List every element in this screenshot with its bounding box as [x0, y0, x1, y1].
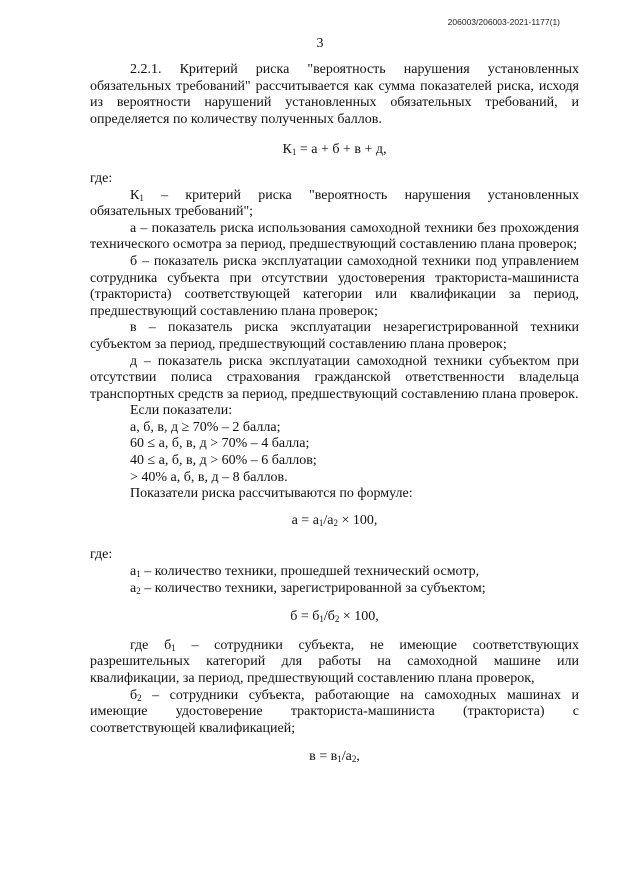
threshold-line: а, б, в, д ≥ 70% – 2 балла; [130, 419, 281, 435]
definition-k1 [90, 188, 579, 221]
formula-part: а = а [291, 512, 319, 528]
subscript: 1 [171, 642, 176, 653]
symbol: б [130, 687, 138, 703]
definition-a: а – показатель риска использования самоходной техники без прохождения технического осмотра за период, предшествующий составлению плана проверок; [90, 220, 579, 253]
definition-text: – сотрудники субъекта, работающие на самоходных машинах и имеющие удостоверение тракториста-машиниста (тракториста) с соответствующей квалификацией; [90, 687, 579, 736]
page-number: 3 [316, 36, 324, 51]
definition-v: в – показатель риска эксплуатации незарегистрированной техники субъектом за период, предшествующий составлению плана проверок; [90, 320, 579, 352]
definition-d: д – показатель риска эксплуатации самоходной техники субъектом при отсутствии полиса страхования гражданской ответственности владельца транспортных средств за период, предшествующий составлению плана проверок. [90, 353, 579, 402]
definition-text: – количество техники, зарегистрированной за субъектом; [140, 580, 486, 596]
where-label: где: [90, 170, 113, 186]
formula-a [90, 513, 579, 530]
symbol: а [130, 580, 137, 596]
definition-a2 [90, 581, 579, 598]
threshold-line: 40 ≤ а, б, в, д > 60% – 6 баллов; [130, 453, 317, 469]
definition-text: – сотрудники субъекта, не имеющие соответствующих разрешительных категорий для работы на самоходной машине или квалификации, за период, предшествующий составлению плана проверок, [90, 637, 579, 686]
definition-text: – количество техники, прошедшей технический осмотр, [140, 564, 480, 580]
intro-paragraph: 2.2.1. Критерий риска "вероятность нарушения установленных обязательных требований" рассчитывается как сумма показателей риска, исходя из вероятности нарушений установленных обязательных требований, и определяется по количеству полученных баллов. [90, 62, 579, 127]
formula-k1 [90, 142, 579, 159]
formula-v [90, 749, 579, 766]
subscript: 2 [136, 585, 141, 596]
calc-intro: Показатели риска рассчитываются по формуле: [130, 486, 413, 502]
formula-part: /а [323, 512, 334, 528]
formula-subscript: 1 [291, 147, 297, 158]
definition-b1 [90, 638, 579, 688]
where-label: где: [90, 547, 113, 563]
subscript: 1 [136, 569, 141, 580]
formula-subscript: 1 [337, 754, 342, 765]
document-body [90, 62, 579, 766]
formula-subscript: 1 [318, 517, 324, 528]
formula-symbol: К [282, 142, 292, 158]
symbol: К [130, 187, 140, 203]
formula-part: б = б [290, 609, 320, 625]
document-id: 206003/206003-2021-1177(1) [447, 17, 560, 27]
definition-b: б – показатель риска эксплуатации самоходной техники под управлением сотрудника субъекта при отсутствии удостоверения тракториста-машиниста (тракториста) соответствующей категории или квалификации за период, предшествующий составлению плана проверок; [90, 253, 579, 319]
subscript: 2 [137, 692, 142, 703]
formula-subscript: 1 [319, 614, 324, 625]
formula-part: /б [323, 609, 335, 625]
formula-part: × 100, [338, 512, 378, 528]
subscript: 1 [139, 192, 144, 203]
threshold-line: 60 ≤ а, б, в, д > 70% – 4 балла; [130, 436, 310, 452]
formula-subscript: 2 [351, 754, 357, 765]
formula-b [90, 609, 579, 626]
if-indicators-label: Если показатели: [130, 403, 233, 419]
definition-a1 [90, 564, 579, 581]
formula-part: × 100, [339, 609, 379, 625]
formula-rhs: = а + б + в + д, [296, 142, 387, 158]
definition-text: – критерий риска "вероятность нарушения установленных обязательных требований"; [90, 187, 579, 220]
formula-subscript: 2 [333, 517, 339, 528]
formula-part: /а [341, 749, 352, 765]
formula-subscript: 2 [334, 614, 340, 625]
symbol: где б [130, 637, 172, 653]
formula-part: в = в [309, 749, 338, 765]
formula-part: , [356, 749, 360, 765]
symbol: а [130, 564, 137, 580]
definition-b2 [90, 688, 579, 738]
threshold-line: > 40% а, б, в, д – 8 баллов. [130, 469, 288, 485]
